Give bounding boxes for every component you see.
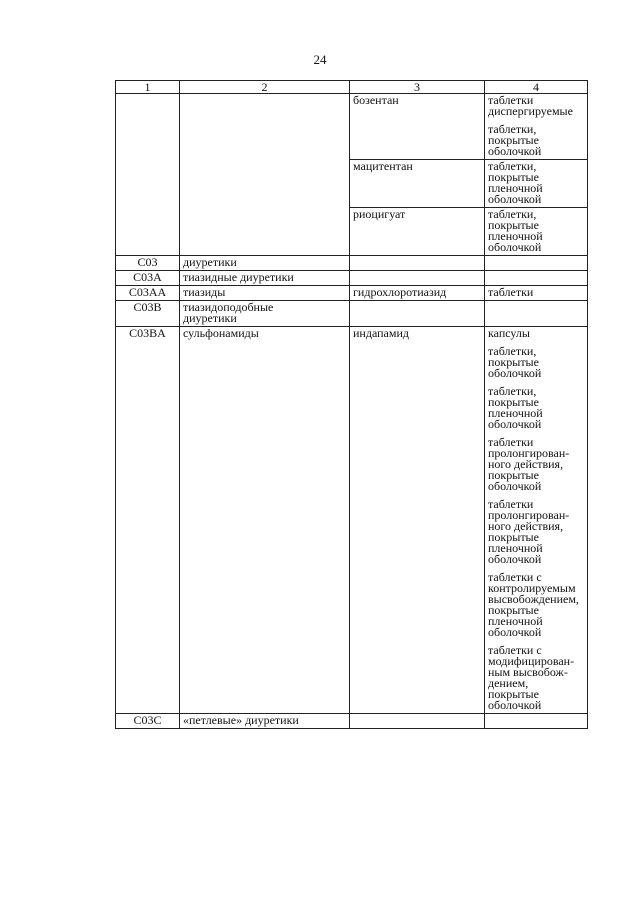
- dosage-form: [488, 209, 584, 253]
- dosage-form: [488, 346, 584, 379]
- column-number: 2: [180, 81, 350, 94]
- dosage-form-line: пленочной: [488, 541, 543, 555]
- table-row: [116, 271, 588, 286]
- dosage-form-line: оболочкой: [488, 144, 542, 158]
- dosage-form-line: таблетки,: [488, 344, 537, 358]
- dosage-form-cell: [485, 94, 588, 160]
- atc-code-cell: C03C: [116, 714, 180, 729]
- group-name-cell: [180, 327, 350, 714]
- drug-name-cell: бозентан: [350, 94, 485, 160]
- dosage-form: [488, 328, 584, 339]
- drug-table: [115, 80, 588, 729]
- group-name-line: «петлевые» диуретики: [183, 713, 299, 727]
- atc-code-cell: C03A: [116, 271, 180, 286]
- dosage-form-cell: [485, 208, 588, 256]
- group-name-cell: [180, 256, 350, 271]
- column-number: 1: [116, 81, 180, 94]
- dosage-form-line: модифицирован-: [488, 654, 575, 668]
- dosage-form: [488, 437, 584, 492]
- dosage-form-line: дением,: [488, 676, 529, 690]
- dosage-form-cell: [485, 271, 588, 286]
- dosage-form-line: высвобождением,: [488, 592, 579, 606]
- dosage-form: [488, 287, 584, 298]
- dosage-form-line: оболочкой: [488, 698, 542, 712]
- drug-name-cell: [350, 271, 485, 286]
- page-number: 24: [313, 52, 327, 67]
- drug-name-cell: [350, 301, 485, 327]
- dosage-form-line: ного действия,: [488, 457, 564, 471]
- drug-name-cell: мацитентан: [350, 160, 485, 208]
- dosage-form-line: покрытые: [488, 468, 539, 482]
- dosage-form-line: таблетки,: [488, 384, 537, 398]
- dosage-form-line: пленочной: [488, 181, 543, 195]
- drug-name-cell: [350, 256, 485, 271]
- dosage-form: [488, 161, 584, 205]
- dosage-form: [488, 95, 584, 117]
- dosage-form-line: покрытые: [488, 218, 539, 232]
- dosage-form-line: капсулы: [488, 326, 530, 340]
- group-name-line: тиазидные диуретики: [183, 270, 294, 284]
- dosage-form-line: покрытые: [488, 687, 539, 701]
- table-row: [116, 94, 588, 160]
- dosage-form-line: покрытые: [488, 603, 539, 617]
- dosage-form-line: покрытые: [488, 170, 539, 184]
- dosage-form-line: пролонгирован-: [488, 446, 570, 460]
- dosage-form-line: пленочной: [488, 614, 543, 628]
- dosage-form-cell: [485, 160, 588, 208]
- dosage-form-line: пленочной: [488, 406, 543, 420]
- dosage-form-line: таблетки,: [488, 122, 537, 136]
- dosage-form-line: таблетки: [488, 93, 534, 107]
- table-row: [116, 714, 588, 729]
- group-name-cell: [180, 286, 350, 301]
- group-name-line: тиазидоподобные: [183, 300, 274, 314]
- dosage-form-line: таблетки: [488, 285, 534, 299]
- drug-name-cell: гидрохлоротиазид: [350, 286, 485, 301]
- atc-code-cell: C03BA: [116, 327, 180, 714]
- dosage-form: [488, 572, 584, 638]
- atc-code-cell: C03AA: [116, 286, 180, 301]
- group-name-cell: [180, 714, 350, 729]
- dosage-form-cell: [485, 714, 588, 729]
- dosage-form-cell: [485, 286, 588, 301]
- dosage-form-line: покрытые: [488, 395, 539, 409]
- dosage-form-line: таблетки: [488, 435, 534, 449]
- dosage-form-line: оболочкой: [488, 192, 542, 206]
- atc-code-cell: C03: [116, 256, 180, 271]
- table-row: [116, 256, 588, 271]
- dosage-form-line: оболочкой: [488, 366, 542, 380]
- dosage-form-line: таблетки,: [488, 159, 537, 173]
- table-body: [116, 94, 588, 729]
- dosage-form-line: таблетки с: [488, 570, 542, 584]
- dosage-form-line: покрытые: [488, 133, 539, 147]
- dosage-form-line: контролируемым: [488, 581, 576, 595]
- group-name-cell: [180, 271, 350, 286]
- dosage-form: [488, 499, 584, 565]
- dosage-form-cell: [485, 256, 588, 271]
- dosage-form-line: таблетки: [488, 497, 534, 511]
- group-name-cell: [180, 94, 350, 256]
- dosage-form-cell: [485, 301, 588, 327]
- dosage-form-line: таблетки с: [488, 643, 542, 657]
- dosage-form-line: пленочной: [488, 229, 543, 243]
- dosage-form-line: покрытые: [488, 355, 539, 369]
- group-name-cell: [180, 301, 350, 327]
- group-name-line: тиазиды: [183, 285, 226, 299]
- column-number: 4: [485, 81, 588, 94]
- dosage-form-line: диспергируемые: [488, 104, 573, 118]
- dosage-form-line: покрытые: [488, 530, 539, 544]
- dosage-form: [488, 386, 584, 430]
- dosage-form-cell: [485, 327, 588, 714]
- dosage-form-line: оболочкой: [488, 240, 542, 254]
- dosage-form: [488, 124, 584, 157]
- group-name-line: диуретики: [183, 255, 237, 269]
- dosage-form-line: таблетки,: [488, 207, 537, 221]
- dosage-form-line: оболочкой: [488, 625, 542, 639]
- column-number-row: [116, 81, 588, 94]
- table-row: [116, 327, 588, 714]
- dosage-form-line: ного действия,: [488, 519, 564, 533]
- atc-code-cell: [116, 94, 180, 256]
- drug-name-cell: риоцигуат: [350, 208, 485, 256]
- dosage-form-line: пролонгирован-: [488, 508, 570, 522]
- group-name-line: сульфонамиды: [183, 326, 259, 340]
- table-row: [116, 301, 588, 327]
- dosage-form: [488, 645, 584, 711]
- group-name-line: диуретики: [183, 311, 237, 325]
- atc-code-cell: C03B: [116, 301, 180, 327]
- dosage-form-line: оболочкой: [488, 479, 542, 493]
- column-number: 3: [350, 81, 485, 94]
- dosage-form-line: ным высвобож-: [488, 665, 568, 679]
- drug-name-cell: [350, 714, 485, 729]
- drug-name-cell: индапамид: [350, 327, 485, 714]
- table-row: [116, 286, 588, 301]
- dosage-form-line: оболочкой: [488, 417, 542, 431]
- dosage-form-line: оболочкой: [488, 552, 542, 566]
